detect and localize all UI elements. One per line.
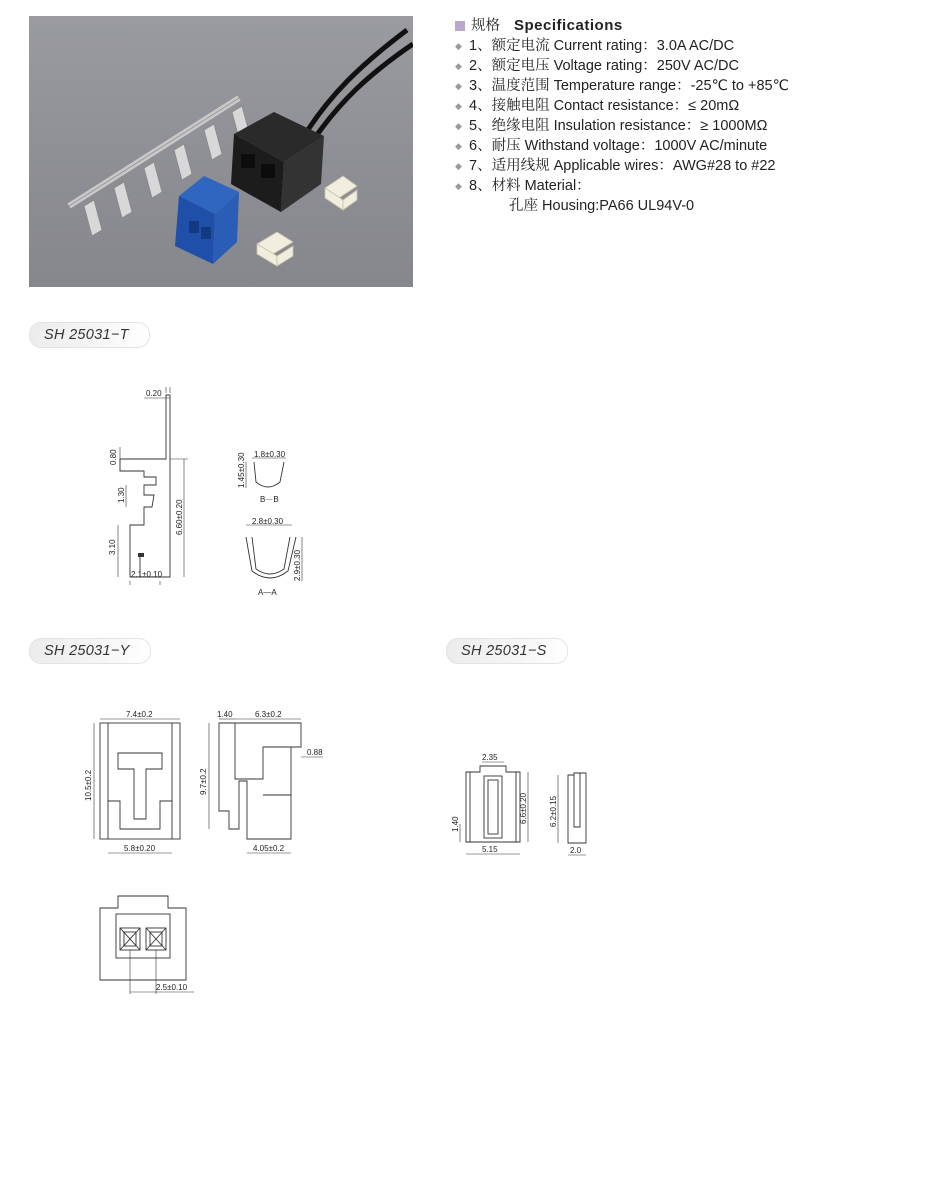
dim-ys-97: 9.7±0.2 <box>199 768 208 795</box>
dim-y-bottom-width: 5.8±0.20 <box>124 844 156 853</box>
diamond-bullet-icon: ◆ <box>455 181 462 191</box>
spec-item <box>455 156 915 176</box>
dim-ys-088: 0.88 <box>307 748 323 757</box>
spec-heading-en: Specifications <box>514 17 623 34</box>
section-label-terminal: SH 25031−T <box>29 322 150 348</box>
spec-item-text: 5、绝缘电阻 Insulation resistance：≥ 1000MΩ <box>469 118 768 134</box>
diamond-bullet-icon: ◆ <box>455 81 462 91</box>
spec-material-sub: 孔座 Housing:PA66 UL94V-0 <box>509 198 695 214</box>
dim-bb-height: 1.45±0.30 <box>237 452 246 488</box>
dim-ys-405: 4.05±0.2 <box>253 844 285 853</box>
housing-y-bottom-drawing <box>90 888 200 998</box>
dim-terminal-310: 3.10 <box>108 539 117 555</box>
specifications-block <box>455 16 915 216</box>
dim-terminal-660: 6.60±0.20 <box>175 499 184 535</box>
spec-item-text: 4、接触电阻 Contact resistance：≤ 20mΩ <box>469 98 740 114</box>
spec-item <box>455 176 915 196</box>
dim-s-515: 5.15 <box>482 845 498 854</box>
dim-s-62: 6.2±0.15 <box>549 795 558 827</box>
spec-item <box>455 136 915 156</box>
section-aa-drawing <box>230 515 310 600</box>
spec-item-text: 3、温度范围 Temperature range：-25℃ to +85℃ <box>469 78 789 94</box>
dim-ys-63: 6.3±0.2 <box>255 710 282 719</box>
diamond-bullet-icon: ◆ <box>455 41 462 51</box>
spec-heading-cn: 规格 <box>471 18 500 34</box>
dim-aa-height: 2.9±0.30 <box>293 549 302 581</box>
dim-terminal-130: 1.30 <box>117 487 126 503</box>
housing-y-front-drawing <box>80 705 200 865</box>
spec-item-text: 7、适用线规 Applicable wires：AWG#28 to #22 <box>469 158 776 174</box>
dim-s-140: 1.40 <box>451 816 460 832</box>
spec-item <box>455 56 915 76</box>
section-bb-drawing <box>230 448 300 508</box>
housing-s-front-drawing <box>448 750 538 860</box>
spec-item <box>455 76 915 96</box>
spec-heading <box>455 16 915 36</box>
dim-terminal-thickness: 0.20 <box>146 389 162 398</box>
dim-s-20: 2.0 <box>570 846 582 855</box>
dim-s-66: 6.6±0.20 <box>519 792 528 824</box>
housing-s-side-drawing <box>540 765 600 865</box>
bullet-square-icon <box>455 21 465 31</box>
diamond-bullet-icon: ◆ <box>455 61 462 71</box>
spec-item <box>455 116 915 136</box>
housing-y-side-drawing <box>195 705 335 865</box>
dim-bb-width: 1.8±0.30 <box>254 450 286 459</box>
diamond-bullet-icon: ◆ <box>455 161 462 171</box>
section-label-housing-s: SH 25031−S <box>446 638 568 664</box>
diamond-bullet-icon: ◆ <box>455 101 462 111</box>
dim-terminal-width: 2.1±0.10 <box>131 570 163 579</box>
dim-aa-width: 2.8±0.30 <box>252 517 284 526</box>
diamond-bullet-icon: ◆ <box>455 121 462 131</box>
section-label-housing-y: SH 25031−Y <box>29 638 151 664</box>
spec-item <box>455 96 915 116</box>
spec-item-text: 1、额定电流 Current rating：3.0A AC/DC <box>469 38 735 54</box>
dim-y-pitch: 2.5±0.10 <box>156 983 188 992</box>
section-aa-label: A—A <box>258 588 277 597</box>
section-bb-label: B－B <box>260 495 279 504</box>
spec-item <box>455 36 915 56</box>
spec-item-text: 2、额定电压 Voltage rating：250V AC/DC <box>469 58 739 74</box>
spec-item-text: 8、材料 Material： <box>469 178 591 194</box>
diamond-bullet-icon: ◆ <box>455 141 462 151</box>
product-photo <box>29 16 413 287</box>
dim-s-235: 2.35 <box>482 753 498 762</box>
spec-item-text: 6、耐压 Withstand voltage：1000V AC/minute <box>469 138 768 154</box>
dim-y-height: 10.5±0.2 <box>84 769 93 801</box>
dim-ys-140: 1.40 <box>217 710 233 719</box>
dim-terminal-080: 0.80 <box>109 449 118 465</box>
dim-y-top-width: 7.4±0.2 <box>126 710 153 719</box>
terminal-side-drawing <box>100 385 210 585</box>
